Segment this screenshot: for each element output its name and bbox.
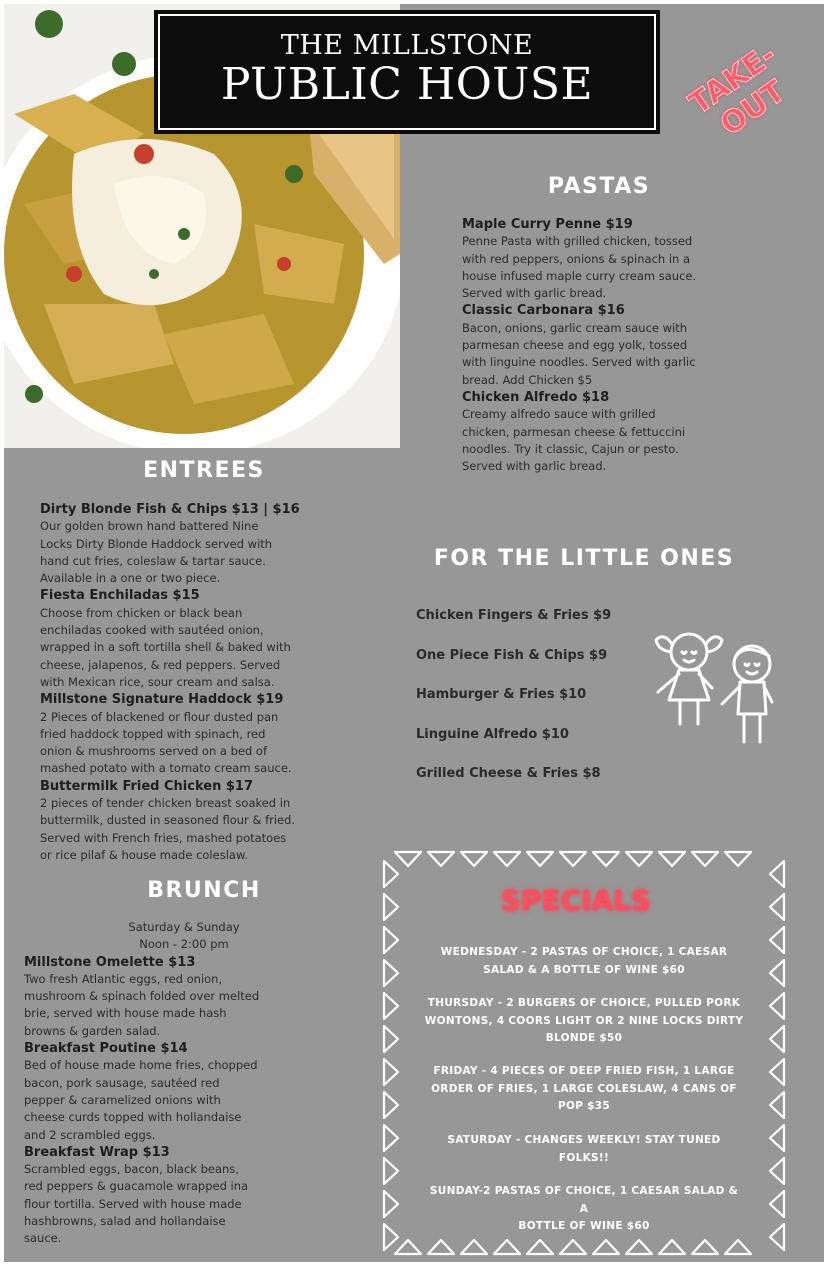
triangle-ornament-icon bbox=[395, 1240, 421, 1254]
special-line: FRIDAY - 4 PIECES OF DEEP FRIED FISH, 1 LARGE bbox=[433, 1065, 735, 1077]
menu-item-desc: mashed potato with a tomato cream sauce. bbox=[40, 761, 292, 776]
special-line: ORDER OF FRIES, 1 LARGE COLESLAW, 4 CANS OF bbox=[431, 1082, 737, 1095]
menu-item-desc: Served with French fries, mashed potatoes bbox=[40, 830, 287, 845]
kids-item: Linguine Alfredo $10 bbox=[416, 726, 569, 742]
triangle-ornament-icon bbox=[692, 1240, 718, 1254]
triangle-ornament-icon bbox=[384, 1125, 398, 1151]
triangle-ornament-icon bbox=[384, 1158, 398, 1184]
menu-item-desc: Served with garlic bread. bbox=[462, 286, 607, 301]
menu-item-desc: sauce. bbox=[24, 1231, 62, 1246]
menu-item-desc: 2 Pieces of blackened or flour dusted pan bbox=[40, 709, 279, 724]
menu-item-desc: buttermilk, dusted in seasoned flour & fried. bbox=[40, 813, 296, 828]
triangle-ornament-icon bbox=[461, 1240, 487, 1254]
menu-item-desc: bacon, pork sausage, sautéed red bbox=[24, 1075, 220, 1090]
triangle-ornament-icon bbox=[395, 852, 421, 866]
triangle-ornament-icon bbox=[770, 1026, 784, 1052]
menu-item-title: Chicken Alfredo $18 bbox=[462, 389, 610, 405]
triangle-ornament-icon bbox=[770, 861, 784, 887]
triangle-ornament-icon bbox=[384, 1224, 398, 1250]
kids-illustration-icon bbox=[644, 622, 774, 752]
triangle-ornament-icon bbox=[770, 1158, 784, 1184]
menu-item-desc: mushroom & spinach folded over melted bbox=[24, 989, 260, 1004]
special-friday bbox=[424, 1063, 744, 1116]
menu-item-desc: cheese curds topped with hollandaise bbox=[24, 1110, 242, 1125]
menu-item-desc: Choose from chicken or black bean bbox=[40, 605, 243, 620]
triangle-ornament-icon bbox=[527, 1240, 553, 1254]
triangle-ornament-icon bbox=[725, 1240, 751, 1254]
triangle-ornament-icon bbox=[560, 852, 586, 866]
triangle-ornament-icon bbox=[384, 993, 398, 1019]
brunch-days: Saturday & Sunday bbox=[128, 920, 240, 934]
special-wednesday bbox=[424, 944, 744, 979]
triangle-ornament-icon bbox=[428, 1240, 454, 1254]
triangle-ornament-icon bbox=[725, 852, 751, 866]
menu-item-desc: Our golden brown hand battered Nine bbox=[40, 519, 259, 534]
menu-item-desc: with red peppers, onions & spinach in a bbox=[462, 251, 691, 266]
menu-item-title: Buttermilk Fried Chicken $17 bbox=[40, 778, 254, 794]
menu-item-desc: chicken, parmesan cheese & fettuccini bbox=[462, 424, 686, 439]
menu-item-desc: fried haddock topped with spinach, red bbox=[40, 726, 266, 741]
menu-item-desc: pepper & caramelized onions with bbox=[24, 1092, 221, 1107]
triangle-ornament-icon bbox=[659, 852, 685, 866]
brunch-heading: BRUNCH bbox=[147, 878, 261, 903]
entrees-section bbox=[40, 501, 370, 864]
menu-item-desc: or rice pilaf & house made coleslaw. bbox=[40, 847, 248, 862]
menu-item-title: Millstone Signature Haddock $19 bbox=[40, 692, 284, 708]
triangle-ornament-icon bbox=[626, 1240, 652, 1254]
brunch-hours: Noon - 2:00 pm bbox=[139, 937, 229, 952]
triangle-ornament-icon bbox=[384, 1191, 398, 1217]
special-line: SATURDAY - CHANGES WEEKLY! STAY TUNED bbox=[447, 1134, 721, 1146]
triangle-ornament-icon bbox=[384, 927, 398, 953]
specials-heading: SPECIALS bbox=[500, 884, 652, 917]
menu-item-desc: Bacon, onions, garlic cream sauce with bbox=[462, 320, 688, 335]
menu-item-desc: noodles. Try it classic, Cajun or pesto. bbox=[462, 441, 679, 456]
triangle-ornament-icon bbox=[560, 1240, 586, 1254]
menu-item-desc: hand cut fries, coleslaw & tartar sauce. bbox=[40, 553, 266, 568]
special-line: BLONDE $50 bbox=[545, 1032, 623, 1044]
menu-item-title: Breakfast Wrap $13 bbox=[24, 1144, 170, 1160]
menu-item-desc: Creamy alfredo sauce with grilled bbox=[462, 407, 656, 422]
triangle-ornament-icon bbox=[692, 852, 718, 866]
special-line: WEDNESDAY - 2 PASTAS OF CHOICE, 1 CAESAR bbox=[440, 946, 728, 958]
menu-item-desc: browns & garden salad. bbox=[24, 1023, 161, 1038]
triangle-ornament-icon bbox=[384, 1092, 398, 1118]
menu-item-desc: cheese, jalapenos, & red peppers. Served bbox=[40, 657, 281, 672]
menu-item-desc: Locks Dirty Blonde Haddock served with bbox=[40, 536, 273, 551]
triangle-ornament-icon bbox=[770, 993, 784, 1019]
triangle-ornament-icon bbox=[770, 1059, 784, 1085]
menu-item-desc: 2 pieces of tender chicken breast soaked in bbox=[40, 796, 291, 811]
kids-heading: FOR THE LITTLE ONES bbox=[433, 546, 735, 571]
triangle-ornament-icon bbox=[494, 1240, 520, 1254]
menu-item-desc: onion & mushrooms served on a bed of bbox=[40, 744, 268, 759]
special-line: THURSDAY - 2 BURGERS OF CHOICE, PULLED PORK bbox=[427, 997, 741, 1009]
triangle-ornament-icon bbox=[428, 852, 454, 866]
triangle-ornament-icon bbox=[770, 1191, 784, 1217]
menu-item-title: Classic Carbonara $16 bbox=[462, 303, 625, 319]
takeout-badge: TAKE-OUT bbox=[682, 37, 792, 143]
menu-item-title: Millstone Omelette $13 bbox=[24, 954, 196, 970]
triangle-ornament-icon bbox=[770, 927, 784, 953]
special-line: POP $35 bbox=[558, 1100, 610, 1112]
triangle-ornament-icon bbox=[494, 852, 520, 866]
menu-item-desc: brie, served with house made hash bbox=[24, 1006, 227, 1021]
special-saturday bbox=[424, 1132, 744, 1167]
triangle-ornament-icon bbox=[770, 1224, 784, 1250]
menu-item-title: Breakfast Poutine $14 bbox=[24, 1041, 188, 1057]
menu-item-desc: flour tortilla. Served with house made bbox=[24, 1196, 242, 1211]
brunch-section bbox=[24, 919, 374, 1248]
menu-item-desc: and 2 scrambled eggs. bbox=[24, 1127, 156, 1142]
triangle-ornament-icon bbox=[659, 1240, 685, 1254]
special-line: BOTTLE OF WINE $60 bbox=[518, 1220, 650, 1232]
pastas-section bbox=[462, 216, 762, 475]
menu-page bbox=[4, 4, 824, 1262]
triangle-ornament-icon bbox=[593, 852, 619, 866]
menu-item-title: Fiesta Enchiladas $15 bbox=[40, 588, 200, 604]
triangle-ornament-icon bbox=[770, 1092, 784, 1118]
menu-item-desc: red peppers & guacamole wrapped ina bbox=[24, 1179, 249, 1194]
triangle-ornament-icon bbox=[626, 852, 652, 866]
menu-item-title: Dirty Blonde Fish & Chips $13 | $16 bbox=[40, 502, 300, 517]
menu-item-desc: bread. Add Chicken $5 bbox=[462, 372, 593, 387]
triangle-ornament-icon bbox=[770, 894, 784, 920]
menu-item-desc: house infused maple curry cream sauce. bbox=[462, 268, 697, 283]
kids-item: One Piece Fish & Chips $9 bbox=[416, 647, 608, 663]
menu-item-desc: enchiladas cooked with sautéed onion, bbox=[40, 623, 264, 638]
menu-item-desc: hashbrowns, salad and hollandaise bbox=[24, 1214, 226, 1229]
menu-item-desc: Two fresh Atlantic eggs, red onion, bbox=[24, 971, 223, 986]
special-line: WONTONS, 4 COORS LIGHT OR 2 NINE LOCKS DIRTY bbox=[424, 1014, 744, 1027]
menu-item-desc: Available in a one or two piece. bbox=[40, 571, 221, 586]
pastas-heading: PASTAS bbox=[547, 174, 651, 199]
special-sunday bbox=[424, 1183, 744, 1236]
triangle-ornament-icon bbox=[770, 960, 784, 986]
triangle-ornament-icon bbox=[384, 1059, 398, 1085]
logo-line-2: PUBLIC HOUSE bbox=[220, 59, 594, 110]
menu-item-desc: Bed of house made home fries, chopped bbox=[24, 1058, 258, 1073]
special-line: SALAD & A BOTTLE OF WINE $60 bbox=[483, 963, 685, 976]
triangle-ornament-icon bbox=[461, 852, 487, 866]
triangle-ornament-icon bbox=[384, 1026, 398, 1052]
menu-item-desc: parmesan cheese and egg yolk, tossed bbox=[462, 338, 688, 353]
kids-item: Hamburger & Fries $10 bbox=[416, 687, 587, 702]
triangle-ornament-icon bbox=[384, 960, 398, 986]
triangle-ornament-icon bbox=[770, 1125, 784, 1151]
triangle-ornament-icon bbox=[593, 1240, 619, 1254]
menu-item-desc: Served with garlic bread. bbox=[462, 459, 607, 474]
menu-item-title: Maple Curry Penne $19 bbox=[462, 217, 633, 232]
menu-item-desc: with linguine noodles. Served with garlic bbox=[462, 355, 696, 370]
entrees-heading: ENTREES bbox=[143, 458, 265, 483]
triangle-ornament-icon bbox=[527, 852, 553, 866]
special-thursday bbox=[424, 995, 744, 1048]
menu-item-desc: Penne Pasta with grilled chicken, tossed bbox=[462, 234, 693, 249]
menu-item-desc: Scrambled eggs, bacon, black beans, bbox=[24, 1162, 239, 1177]
kids-item: Grilled Cheese & Fries $8 bbox=[416, 766, 601, 781]
special-line: SUNDAY-2 PASTAS OF CHOICE, 1 CAESAR SALAD & A bbox=[429, 1185, 739, 1215]
menu-item-desc: with Mexican rice, sour cream and salsa. bbox=[40, 674, 275, 689]
kids-section bbox=[416, 608, 656, 806]
logo-line-1: THE MILLSTONE bbox=[280, 30, 534, 61]
restaurant-logo bbox=[158, 14, 656, 130]
special-line: FOLKS!! bbox=[558, 1151, 610, 1164]
menu-item-desc: wrapped in a soft tortilla shell & baked with bbox=[40, 640, 291, 655]
kids-item: Chicken Fingers & Fries $9 bbox=[416, 608, 612, 623]
